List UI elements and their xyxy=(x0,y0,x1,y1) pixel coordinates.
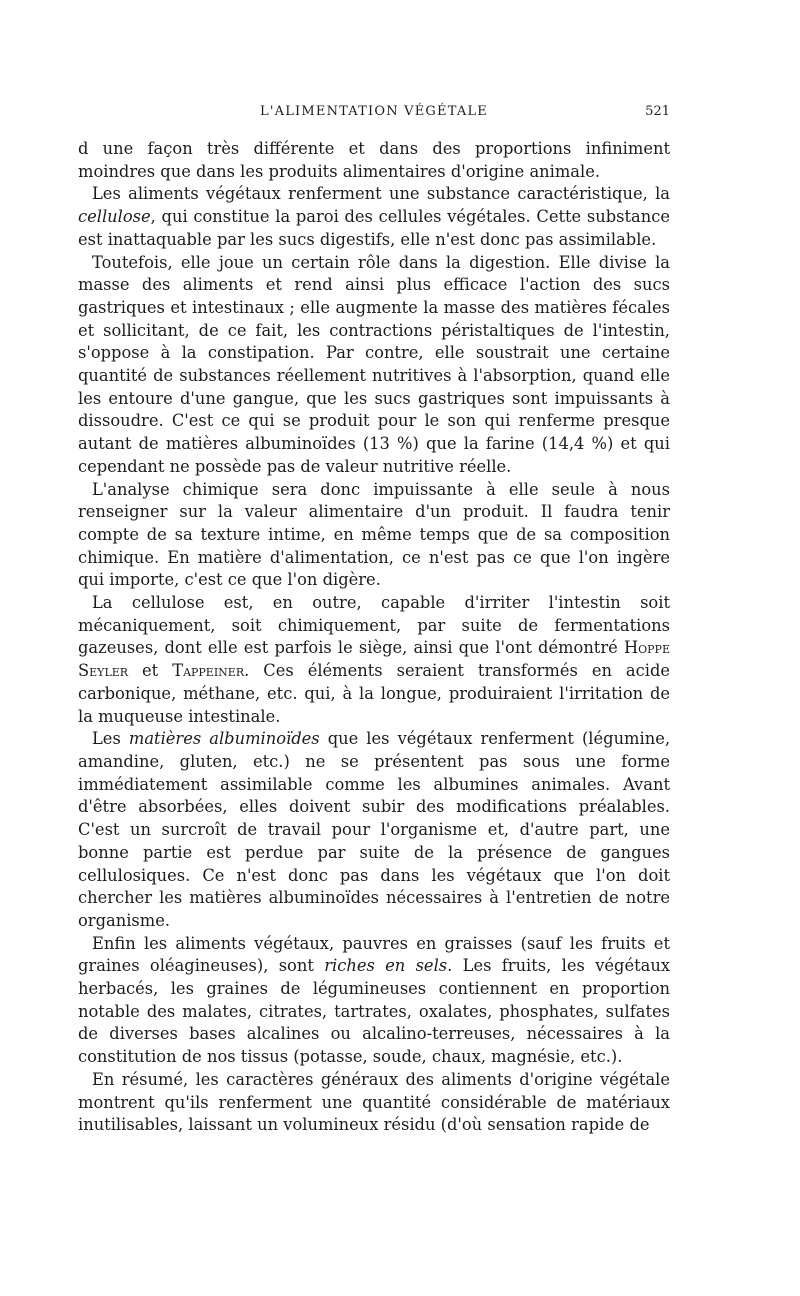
paragraph-text: d une façon très différente et dans des proportions infiniment moindres que dans les produits alimentaires d'origine animale. xyxy=(78,139,670,181)
paragraph-2 xyxy=(78,183,670,251)
body-text xyxy=(78,138,670,1137)
author-name-hoppe-seyler: Hoppe Seyler xyxy=(78,638,670,681)
paragraph-text: que les végétaux renferment (légumine, amandine, gluten, etc.) ne se présentent pas sous une forme immédiatement assimilable comme les albumines animales. Avant d'être absorbées, elles doivent subir des modifications préalables. C'est un surcroît de travail pour l'organisme et, d'autre part, une bonne partie est perdue par suite de la présence de gangues cellulosiques. Ce n'est donc pas dans les végétaux que l'on doit chercher les matières albuminoïdes nécessaires à l'entretien de notre organisme. xyxy=(78,729,670,930)
paragraph-text: , qui constitue la paroi des cellules végétales. Cette substance est inattaquable par les sucs digestifs, elle n'est donc pas assimilable. xyxy=(78,207,670,249)
italic-term-cellulose: cellulose xyxy=(78,207,151,227)
paragraph-text: En résumé, les caractères généraux des aliments d'origine végétale montrent qu'ils renferment une quantité considérable de matériaux inutilisables, laissant un volumineux résidu (d'où sensation rapide de xyxy=(78,1069,670,1135)
paragraph-text: Enfin les aliments végétaux, pauvres en graisses (sauf les fruits et graines oléagineuses), sont xyxy=(78,933,670,976)
paragraph-7 xyxy=(78,933,670,1069)
paragraph-4 xyxy=(78,479,670,593)
paragraph-1 xyxy=(78,138,670,183)
paragraph-text: . Les fruits, les végétaux herbacés, les graines de légumineuses contiennent en proportion notable des malates, citrates, tartrates, oxalates, phosphates, sulfates de diverses bases alcalines ou alcalino-terreuses, nécessaires à la constitution de nos tissus (potasse, soude, chaux, magnésie, etc.). xyxy=(78,956,670,1067)
paragraph-text: Les aliments végétaux renferment une substance caractéristique, la xyxy=(92,184,670,204)
italic-term-riches-en-sels: riches en sels xyxy=(324,956,448,976)
author-name-tappeiner: Tappeiner xyxy=(172,661,245,681)
italic-term-matieres-albuminoides: matières albuminoïdes xyxy=(128,729,320,749)
paragraph-text: et xyxy=(128,661,173,681)
paragraph-text: La cellulose est, en outre, capable d'irriter l'intestin soit mécaniquement, soit chimiquement, par suite de fermentations gazeuses, dont elle est parfois le siège, ainsi que l'ont démontré xyxy=(78,593,670,658)
paragraph-8 xyxy=(78,1069,670,1137)
page-number: 521 xyxy=(645,104,670,119)
paragraph-text: . Ces éléments seraient transformés en acide carbonique, méthane, etc. qui, à la longue, produiraient l'irritation de la muqueuse intestinale. xyxy=(78,661,671,726)
running-head: L'ALIMENTATION VÉGÉTALE xyxy=(260,104,488,119)
paragraph-6 xyxy=(78,728,670,932)
page-header xyxy=(78,104,670,119)
paragraph-text: L'analyse chimique sera donc impuissante à elle seule à nous renseigner sur la valeur alimentaire d'un produit. Il faudra tenir compte de sa texture intime, en même temps que de sa composition chimique. En matière d'alimentation, ce n'est pas ce que l'on ingère qui importe, c'est ce que l'on digère. xyxy=(78,479,670,590)
paragraph-3 xyxy=(78,252,670,479)
paragraph-5 xyxy=(78,592,670,728)
paragraph-text: Les xyxy=(92,729,129,749)
paragraph-text: Toutefois, elle joue un certain rôle dans la digestion. Elle divise la masse des aliments et rend ainsi plus efficace l'action des sucs gastriques et intestinaux ; elle augmente la masse des matières fécales et sollicitant, de ce fait, les contractions péristaltiques de l'intestin, s'oppose à la constipation. Par contre, elle soustrait une certaine quantité de substances réellement nutritives à l'absorption, quand elle les entoure d'une gangue, que les sucs gastriques sont impuissants à dissoudre. C'est ce qui se produit pour le son qui renferme presque autant de matières albuminoïdes (13 %) que la farine (14,4 %) et qui cependant ne possède pas de valeur nutritive réelle. xyxy=(78,252,670,476)
